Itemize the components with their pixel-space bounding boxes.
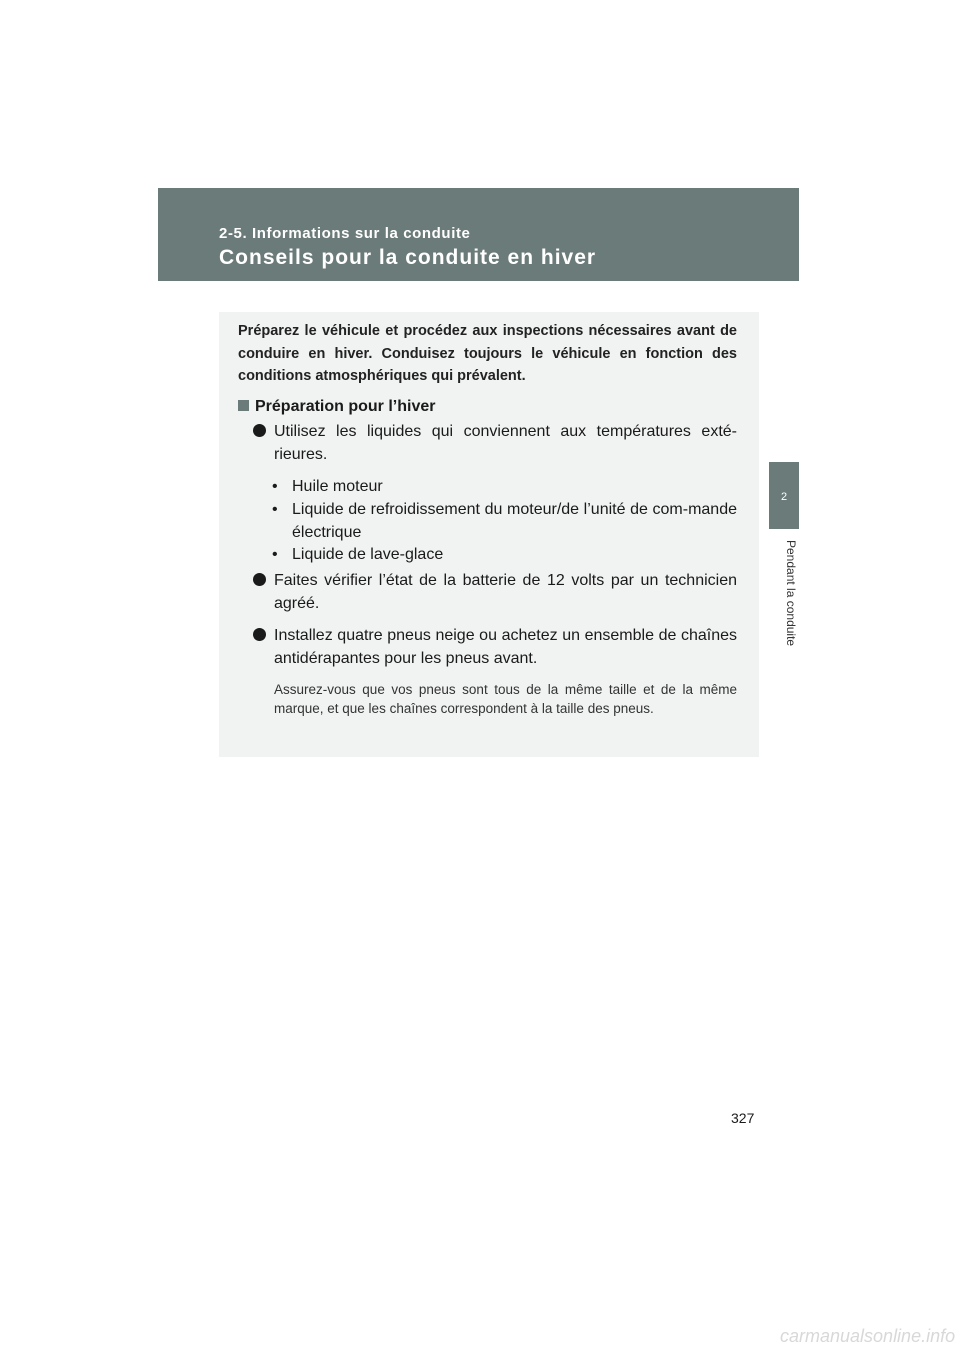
- chapter-label: Pendant la conduite: [784, 540, 798, 647]
- subheading-text: Préparation pour l’hiver: [255, 398, 436, 415]
- sub-list-item: [272, 476, 737, 499]
- page-number: 327: [731, 1110, 755, 1126]
- sub-list-item: [272, 499, 737, 544]
- small-dot-icon: •: [272, 478, 278, 495]
- list-item: [253, 420, 737, 466]
- page-title: Conseils pour la conduite en hiver: [219, 246, 597, 269]
- list-item-text: Installez quatre pneus neige ou achetez un ensemble de chaînes antidérapantes pour les pneus avant.: [274, 627, 737, 667]
- sub-list-item-text: Liquide de refroidissement du moteur/de l’unité de com-mande électrique: [292, 501, 737, 541]
- sub-list-item-text: Liquide de lave-glace: [292, 546, 444, 563]
- header-band: [158, 188, 799, 281]
- chapter-number: 2: [780, 491, 788, 503]
- sub-list-item-text: Huile moteur: [292, 478, 383, 495]
- square-bullet-icon: [238, 400, 249, 411]
- watermark[interactable]: carmanualsonline.info: [780, 1326, 956, 1346]
- content-box: [219, 312, 759, 757]
- small-dot-icon: •: [272, 501, 278, 518]
- round-bullet-icon: [253, 628, 266, 641]
- small-dot-icon: •: [272, 546, 278, 563]
- list-item: [253, 624, 737, 670]
- list-item-text: Faites vérifier l’état de la batterie de 12 volts par un technicien agréé.: [274, 572, 737, 612]
- subheading: [238, 398, 435, 416]
- note-paragraph: Assurez-vous que vos pneus sont tous de la même taille et de la même marque, et que les chaînes correspondent à la taille des pneus.: [274, 682, 737, 716]
- sub-list-item: [272, 544, 737, 567]
- intro-paragraph: Préparez le véhicule et procédez aux inspections nécessaires avant de conduire en hiver. Conduisez toujours le véhicule en fonction des conditions atmosphériques qui prévalent.: [238, 323, 737, 384]
- round-bullet-icon: [253, 424, 266, 437]
- list-item: [253, 569, 737, 615]
- round-bullet-icon: [253, 573, 266, 586]
- chapter-tab[interactable]: [769, 462, 799, 529]
- section-label: 2-5. Informations sur la conduite: [219, 225, 471, 242]
- list-item-text: Utilisez les liquides qui conviennent aux températures exté-rieures.: [274, 423, 737, 463]
